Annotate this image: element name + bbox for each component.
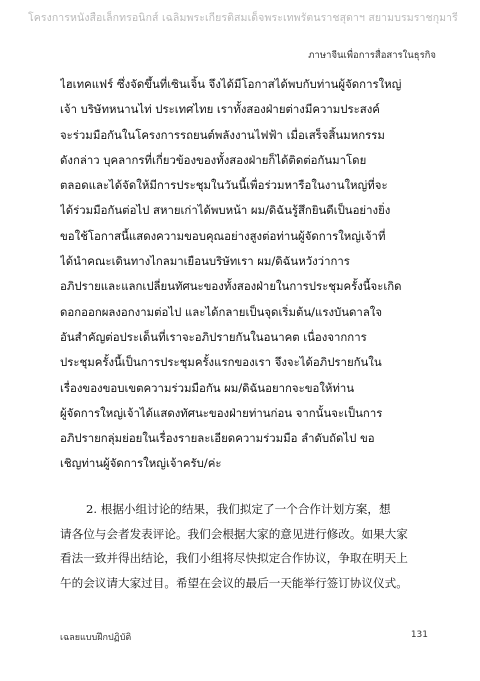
paragraph-line: จะร่วมมือกันในโครงการรถยนต์พลังงานไฟฟ้า เมื่อเสร็จสิ้นมหกรรม bbox=[60, 127, 385, 142]
paragraph-line: เชิญท่านผู้จัดการใหญ่เจ้าครับ/ค่ะ bbox=[60, 456, 222, 471]
page-number: 131 bbox=[410, 630, 428, 640]
paragraph-line: ตลอดและได้จัดให้มีการประชุมในวันนี้เพื่อร่วมหารือในงานใหญ่ที่จะ bbox=[60, 178, 388, 193]
footer-section-label: เฉลยแบบฝึกปฏิบัติ bbox=[60, 633, 132, 643]
paragraph-line: เจ้า บริษัทหนานไท่ ประเทศไทย เราทั้งสองฝ่ายต่างมีความประสงค์ bbox=[60, 102, 380, 117]
paragraph-line: 2. 根据小组讨论的结果，我们拟定了一个合作计划方案，想 bbox=[86, 502, 391, 516]
paragraph-line: ประชุมครั้งนี้เป็นการประชุมครั้งแรกของเรา จึงจะได้อภิปรายกันใน bbox=[60, 355, 382, 370]
paragraph-line: ได้ร่วมมือกันต่อไป สหายเก่าได้พบหน้า ผม/ดิฉันรู้สึกยินดีเป็นอย่างยิ่ง bbox=[60, 203, 391, 218]
paragraph-line: ขอใช้โอกาสนี้แสดงความขอบคุณอย่างสูงต่อท่านผู้จัดการใหญ่เจ้าที่ bbox=[60, 228, 386, 243]
paragraph-line: เรื่องของขอบเขตความร่วมมือกัน ผม/ดิฉันอยากจะขอให้ท่าน bbox=[60, 380, 355, 395]
paragraph-line: อันสำคัญต่อประเด็นที่เราจะอภิปรายกันในอนาคต เนื่องจากการ bbox=[60, 329, 367, 344]
paragraph-line: ดอกออกผลงอกงามต่อไป และได้กลายเป็นจุดเริ่มต้น/แรงบันดาลใจ bbox=[60, 304, 383, 319]
thai-paragraph bbox=[60, 72, 430, 477]
paragraph-line: 请各位与会者发表评论。我们会根据大家的意见进行修改。如果大家 bbox=[60, 526, 408, 541]
paragraph-line: 午的会议请大家过目。希望在会议的最后一天能举行签订协议仪式。 bbox=[60, 575, 408, 590]
paragraph-line: ดังกล่าว บุคลากรที่เกี่ยวข้องของทั้งสองฝ่ายก็ได้ติดต่อกันมาโดย bbox=[60, 152, 367, 167]
running-header: โครงการหนังสือเล็กทรอนิกส์ เฉลิมพระเกียรติสมเด็จพระเทพรัตนราชสุดาฯ สยามบรมราชกุมารี bbox=[28, 12, 458, 24]
paragraph-line: อภิปรายและแลกเปลี่ยนทัศนะของทั้งสองฝ่ายในการประชุมครั้งนี้จะเกิด bbox=[60, 279, 402, 294]
paragraph-line: อภิปรายกลุ่มย่อยในเรื่องรายละเอียดความร่วมมือ ลำดับถัดไป ขอ bbox=[60, 431, 375, 446]
paragraph-line: 看法一致并得出结论，我们小组将尽快拟定合作协议，争取在明天上 bbox=[60, 551, 408, 565]
paragraph-line: ไฮเทคแฟร์ ซึ่งจัดขึ้นที่เซินเจิ้น จึงได้มีโอกาสได้พบกับท่านผู้จัดการใหญ่ bbox=[60, 77, 402, 91]
chinese-paragraph bbox=[60, 497, 430, 595]
paragraph-line: ได้นำคณะเดินทางไกลมาเยือนบริษัทเรา ผม/ดิฉันหวังว่าการ bbox=[60, 254, 350, 269]
section-title: ภาษาจีนเพื่อการสื่อสารในธุรกิจ bbox=[308, 50, 436, 61]
paragraph-line: ผู้จัดการใหญ่เจ้าได้แสดงทัศนะของฝ่ายท่านก่อน จากนั้นจะเป็นการ bbox=[60, 405, 383, 420]
